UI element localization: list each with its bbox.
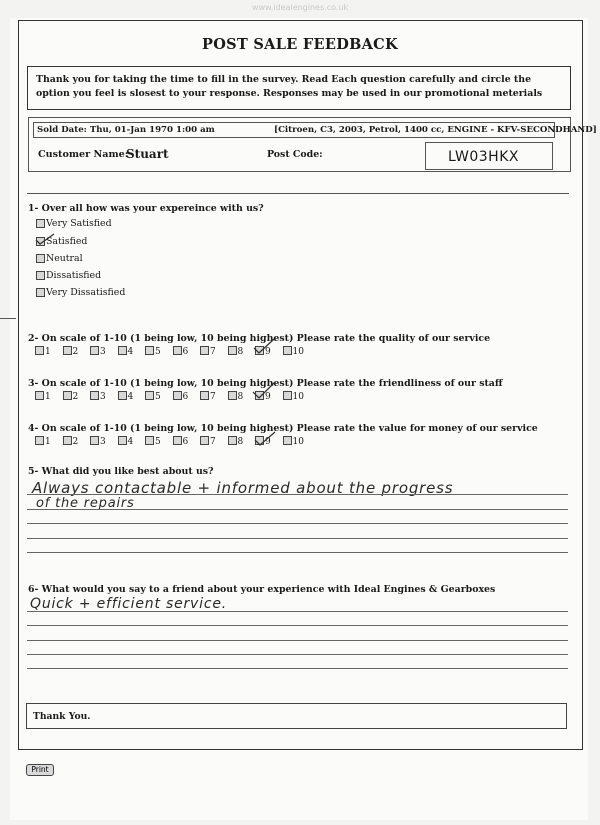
q3-option-10[interactable]: 10	[283, 391, 311, 400]
answer-line	[27, 654, 568, 655]
page-title: POST SALE FEEDBACK	[202, 36, 398, 53]
question-3-title: 3- On scale of 1-10 (1 being low, 10 being highest) Please rate the friendliness of our staff	[28, 378, 503, 389]
sold-date: Sold Date: Thu, 01-Jan 1970 1:00 am	[37, 125, 215, 135]
q2-option-4[interactable]: 4	[118, 346, 146, 355]
q4-option-1[interactable]: 1	[35, 436, 63, 445]
q5-handwritten-answer-line-1: Always contactable + informed about the progress	[32, 479, 454, 497]
question-5-title: 5- What did you like best about us?	[28, 466, 214, 477]
q1-option-very-dissatisfied[interactable]: Very Dissatisfied	[36, 287, 125, 298]
question-1-title: 1- Over all how was your expereince with us?	[28, 203, 264, 214]
q4-option-3[interactable]: 3	[90, 436, 118, 445]
q6-handwritten-answer: Quick + efficient service.	[30, 596, 227, 612]
question-4-title: 4- On scale of 1-10 (1 being low, 10 being highest) Please rate the value for money of our service	[28, 423, 538, 434]
answer-line	[27, 625, 568, 626]
print-button[interactable]: Print	[26, 764, 54, 776]
checkmark-icon	[252, 337, 276, 355]
q1-option-very-satisfied[interactable]: Very Satisfied	[36, 218, 112, 229]
q4-option-5[interactable]: 5	[145, 436, 173, 445]
answer-line	[27, 538, 568, 539]
answer-line	[27, 668, 568, 669]
question-2-title: 2- On scale of 1-10 (1 being low, 10 being highest) Please rate the quality of our service	[28, 333, 491, 344]
q1-option-dissatisfied[interactable]: Dissatisfied	[36, 270, 101, 281]
margin-mark	[0, 318, 16, 319]
customer-name-label: Customer Name:	[38, 149, 129, 160]
q3-option-7[interactable]: 7	[200, 391, 228, 400]
q3-option-5[interactable]: 5	[145, 391, 173, 400]
q2-option-5[interactable]: 5	[145, 346, 173, 355]
q2-option-2[interactable]: 2	[63, 346, 91, 355]
customer-name-value: Stuart	[126, 147, 169, 161]
vehicle-details: [Citroen, C3, 2003, Petrol, 1400 cc, ENGINE - KFV-SECONDHAND]	[274, 125, 597, 135]
answer-line	[27, 611, 568, 612]
q2-option-3[interactable]: 3	[90, 346, 118, 355]
answer-line	[27, 509, 568, 510]
q2-option-7[interactable]: 7	[200, 346, 228, 355]
header-watermark: www.idealengines.co.uk	[251, 3, 349, 12]
intro-text: Thank you for taking the time to fill in the survey. Read Each question carefully and circle the option you feel is slosest to your response. Responses may be used in our promotional meterials	[27, 66, 571, 110]
q4-option-9[interactable]: 9	[255, 436, 283, 445]
thank-you-box	[26, 703, 567, 729]
q4-option-10[interactable]: 10	[283, 436, 311, 445]
q3-option-9[interactable]: 9	[255, 391, 283, 400]
q5-handwritten-answer-line-2: of the repairs	[36, 496, 135, 511]
thank-you-text: Thank You.	[33, 711, 91, 722]
checkbox[interactable]	[36, 219, 45, 228]
question-6-title: 6- What would you say to a friend about your experience with Ideal Engines & Gearboxes	[28, 584, 496, 595]
postcode-value: LW03HKX	[448, 149, 519, 165]
q2-option-6[interactable]: 6	[173, 346, 201, 355]
answer-line	[27, 552, 568, 553]
answer-line	[27, 640, 568, 641]
q4-option-8[interactable]: 8	[228, 436, 256, 445]
q4-option-4[interactable]: 4	[118, 436, 146, 445]
q1-option-satisfied[interactable]: Satisfied	[36, 236, 87, 247]
section-divider	[27, 193, 569, 194]
checkbox[interactable]	[36, 288, 45, 297]
q3-option-8[interactable]: 8	[228, 391, 256, 400]
q3-option-4[interactable]: 4	[118, 391, 146, 400]
checkbox[interactable]	[36, 254, 45, 263]
q3-option-6[interactable]: 6	[173, 391, 201, 400]
answer-line	[27, 494, 568, 495]
q1-option-neutral[interactable]: Neutral	[36, 253, 83, 264]
q3-option-3[interactable]: 3	[90, 391, 118, 400]
q4-option-6[interactable]: 6	[173, 436, 201, 445]
q4-option-2[interactable]: 2	[63, 436, 91, 445]
q2-option-1[interactable]: 1	[35, 346, 63, 355]
checkbox[interactable]	[36, 271, 45, 280]
q2-option-9[interactable]: 9	[255, 346, 283, 355]
sold-date-row	[33, 122, 597, 138]
checkmark-icon	[34, 232, 56, 246]
q2-option-10[interactable]: 10	[283, 346, 311, 355]
q3-option-2[interactable]: 2	[63, 391, 91, 400]
answer-line	[27, 523, 568, 524]
checkmark-icon	[253, 430, 277, 448]
postcode-label: Post Code:	[267, 149, 323, 160]
checkmark-icon	[251, 380, 277, 400]
q3-option-1[interactable]: 1	[35, 391, 63, 400]
q4-option-7[interactable]: 7	[200, 436, 228, 445]
q2-option-8[interactable]: 8	[228, 346, 256, 355]
